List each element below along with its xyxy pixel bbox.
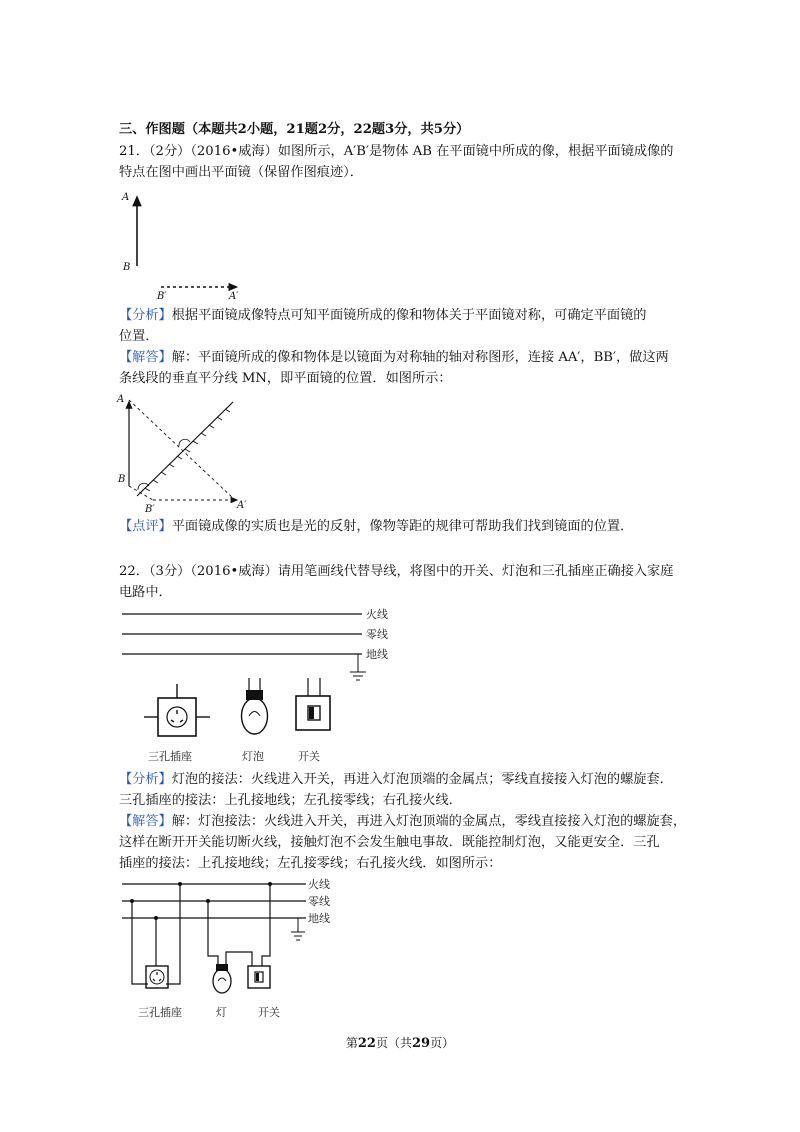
ground-symbol-icon xyxy=(350,654,366,680)
q22-stem-line-1: 22．（3分）（2016•威海）请用笔画线代替导线，将图中的开关、灯泡和三孔插座正确接入家庭 xyxy=(119,564,674,579)
analysis-text: 灯泡的接法：火线进入开关，再进入灯泡顶端的金属点；零线直接接入灯泡的螺旋套． xyxy=(171,772,673,787)
line-bb-prime xyxy=(129,486,153,500)
footer-middle: 页（共 xyxy=(375,1036,412,1050)
answer-tag: 【解答】 xyxy=(119,814,172,829)
lamp-wiring xyxy=(208,884,270,966)
q22-analysis-line-2: 三孔插座的接法：上孔接地线；左孔接零线；右孔接火线． xyxy=(119,793,462,808)
switch-icon xyxy=(248,966,270,988)
label-bulb: 灯 xyxy=(216,1006,227,1019)
label-a-prime: A′ xyxy=(237,500,247,511)
ground-symbol-icon xyxy=(291,918,305,940)
label-b: B xyxy=(118,474,126,485)
q21-analysis-line-2: 位置． xyxy=(119,329,159,344)
q22-answer-line-1 xyxy=(119,812,686,832)
label-b-prime: B′ xyxy=(145,504,155,514)
q21-answer-line-2: 条线段的垂直平分线 MN，即平面镜的位置．如图所示： xyxy=(119,371,452,386)
label-switch: 开关 xyxy=(298,750,320,763)
label-neutral: 零线 xyxy=(308,895,330,908)
analysis-tag: 【分析】 xyxy=(119,772,172,787)
label-a: A xyxy=(117,394,125,405)
q21-answer-line-1 xyxy=(119,348,669,368)
light-bulb-icon xyxy=(242,678,268,734)
q22-stem-line-2: 电路中． xyxy=(119,585,172,600)
footer-prefix: 第 xyxy=(345,1036,358,1050)
label-socket: 三孔插座 xyxy=(148,750,192,763)
label-socket: 三孔插座 xyxy=(138,1006,182,1019)
answer-tag: 【解答】 xyxy=(119,350,172,365)
answer-text: 解：平面镜所成的像和物体是以镜面为对称轴的轴对称图形，连接 AA′，BB′，做这两 xyxy=(171,350,669,365)
q22-circuit-question-figure xyxy=(118,604,408,768)
q21-comment-line-1 xyxy=(119,517,633,537)
label-live: 火线 xyxy=(366,608,388,621)
label-ground: 地线 xyxy=(366,648,388,661)
label-bulb: 灯泡 xyxy=(242,750,264,763)
footer-suffix: 页） xyxy=(430,1036,455,1050)
label-a-prime: A′ xyxy=(229,291,239,302)
label-a: A xyxy=(122,192,130,203)
label-live: 火线 xyxy=(308,878,330,891)
three-hole-socket-icon xyxy=(144,684,210,736)
analysis-text: 根据平面镜成像特点可知平面镜所成的像和物体关于平面镜对称，可确定平面镜的 xyxy=(171,308,647,323)
page-footer xyxy=(0,1034,800,1051)
q21-stem-line-1: 21．（2分）（2016•威海）如图所示，A′B′是物体 AB 在平面镜中所成的像，根据平面镜成像的 xyxy=(119,144,674,159)
label-ground: 地线 xyxy=(308,912,330,925)
footer-page-number: 22 xyxy=(357,1036,376,1051)
analysis-tag: 【分析】 xyxy=(119,308,172,323)
label-switch: 开关 xyxy=(258,1006,280,1019)
light-bulb-icon xyxy=(213,964,231,993)
comment-text: 平面镜成像的实质也是光的反射，像物等距的规律可帮助我们找到镜面的位置． xyxy=(171,519,634,534)
label-b: B xyxy=(123,262,131,273)
q21-stem-line-2: 特点在图中画出平面镜（保留作图痕迹）． xyxy=(119,165,363,180)
q22-answer-line-2: 这样在断开开关能切断火线，接触灯泡不会发生触电事故．既能控制灯泡，又能更安全．三孔 xyxy=(119,835,660,850)
label-neutral: 零线 xyxy=(366,628,388,641)
mirror-hatching xyxy=(145,409,230,491)
socket-wiring xyxy=(132,884,180,984)
label-b-prime: B′ xyxy=(157,291,167,302)
answer-text: 解：灯泡接法：火线进入开关，再进入灯泡顶端的金属点，零线直接接入灯泡的螺旋套， xyxy=(171,814,687,829)
comment-tag: 【点评】 xyxy=(119,519,172,534)
q21-object-image-figure xyxy=(118,186,268,302)
q22-analysis-line-1 xyxy=(119,770,673,790)
q22-answer-line-3: 插座的接法：上孔接地线；左孔接零线；右孔接火线．如图所示： xyxy=(119,856,502,871)
three-hole-socket-icon xyxy=(146,966,168,988)
q21-analysis-line-1 xyxy=(119,306,647,326)
footer-total-pages: 29 xyxy=(412,1036,431,1051)
switch-icon xyxy=(296,678,330,730)
q21-mirror-solution-figure xyxy=(115,392,255,514)
section-heading: 三、作图题（本题共2小题，21题2分，22题3分，共5分） xyxy=(119,122,470,137)
q22-circuit-answer-figure xyxy=(118,876,358,1026)
